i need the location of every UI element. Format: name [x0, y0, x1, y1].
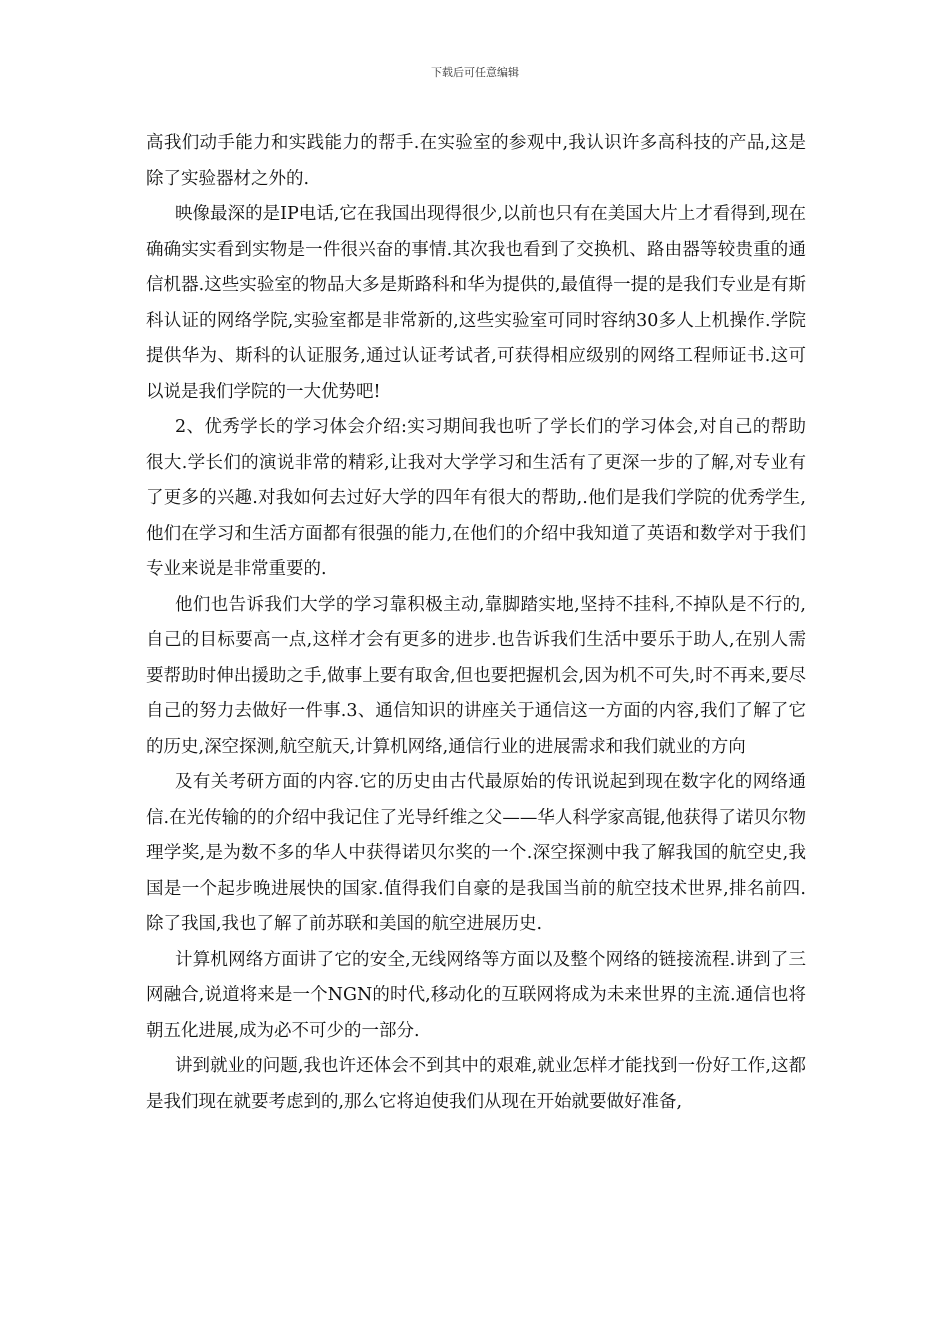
paragraph-5: 及有关考研方面的内容.它的历史由古代最原始的传讯说起到现在数字化的网络通信.在光传输的的介绍中我记住了光导纤维之父——华人科学家高锟,他获得了诺贝尔物理学奖,是为数不多的华人中获得诺贝尔奖的一个.深空探测中我了解我国的航空史,我国是一个起步晚进展快的国家.值得我们自豪的是我国当前的航空技术世界,排名前四.除了我国,我也了解了前苏联和美国的航空进展历史. — [146, 772, 806, 934]
paragraph-3: 2、优秀学长的学习体会介绍:实习期间我也听了学长们的学习体会,对自己的帮助很大.学长们的演说非常的精彩,让我对大学学习和生活有了更深一步的了解,对专业有了更多的兴趣.对我如何去过好大学的四年有很大的帮助,.他们是我们学院的优秀学生,他们在学习和生活方面都有很强的能力,在他们的介绍中我知道了英语和数学对于我们专业来说是非常重要的. — [146, 417, 806, 579]
document-body — [146, 126, 806, 1120]
paragraph-1: 高我们动手能力和实践能力的帮手.在实验室的参观中,我认识许多高科技的产品,这是除了实验器材之外的. — [146, 133, 806, 189]
paragraph-4: 他们也告诉我们大学的学习靠积极主动,靠脚踏实地,坚持不挂科,不掉队是不行的,自己的目标要高一点,这样才会有更多的进步.也告诉我们生活中要乐于助人,在别人需要帮助时伸出援助之手,做事上要有取舍,但也要把握机会,因为机不可失,时不再来,要尽自己的努力去做好一件事.3、通信知识的讲座关于通信这一方面的内容,我们了解了它的历史,深空探测,航空航天,计算机网络,通信行业的进展需求和我们就业的方向 — [146, 594, 806, 757]
paragraph-6: 计算机网络方面讲了它的安全,无线网络等方面以及整个网络的链接流程.讲到了三网融合,说道将来是一个NGN的时代,移动化的互联网将成为未来世界的主流.通信也将朝五化进展,成为必不可少的一部分. — [146, 949, 806, 1041]
paragraph-2: 映像最深的是IP电话,它在我国出现得很少,以前也只有在美国大片上才看得到,现在确确实实看到实物是一件很兴奋的事情.其次我也看到了交换机、路由器等较贵重的通信机器.这些实验室的物品大多是斯路科和华为提供的,最值得一提的是我们专业是有斯科认证的网络学院,实验室都是非常新的,这些实验室可同时容纳30多人上机操作.学院提供华为、斯科的认证服务,通过认证考试者,可获得相应级别的网络工程师证书.这可以说是我们学院的一大优势吧! — [146, 204, 806, 402]
page-header: 下载后可任意编辑 — [431, 66, 519, 79]
paragraph-7: 讲到就业的问题,我也许还体会不到其中的艰难,就业怎样才能找到一份好工作,这都是我们现在就要考虑到的,那么它将迫使我们从现在开始就要做好准备, — [146, 1056, 806, 1112]
